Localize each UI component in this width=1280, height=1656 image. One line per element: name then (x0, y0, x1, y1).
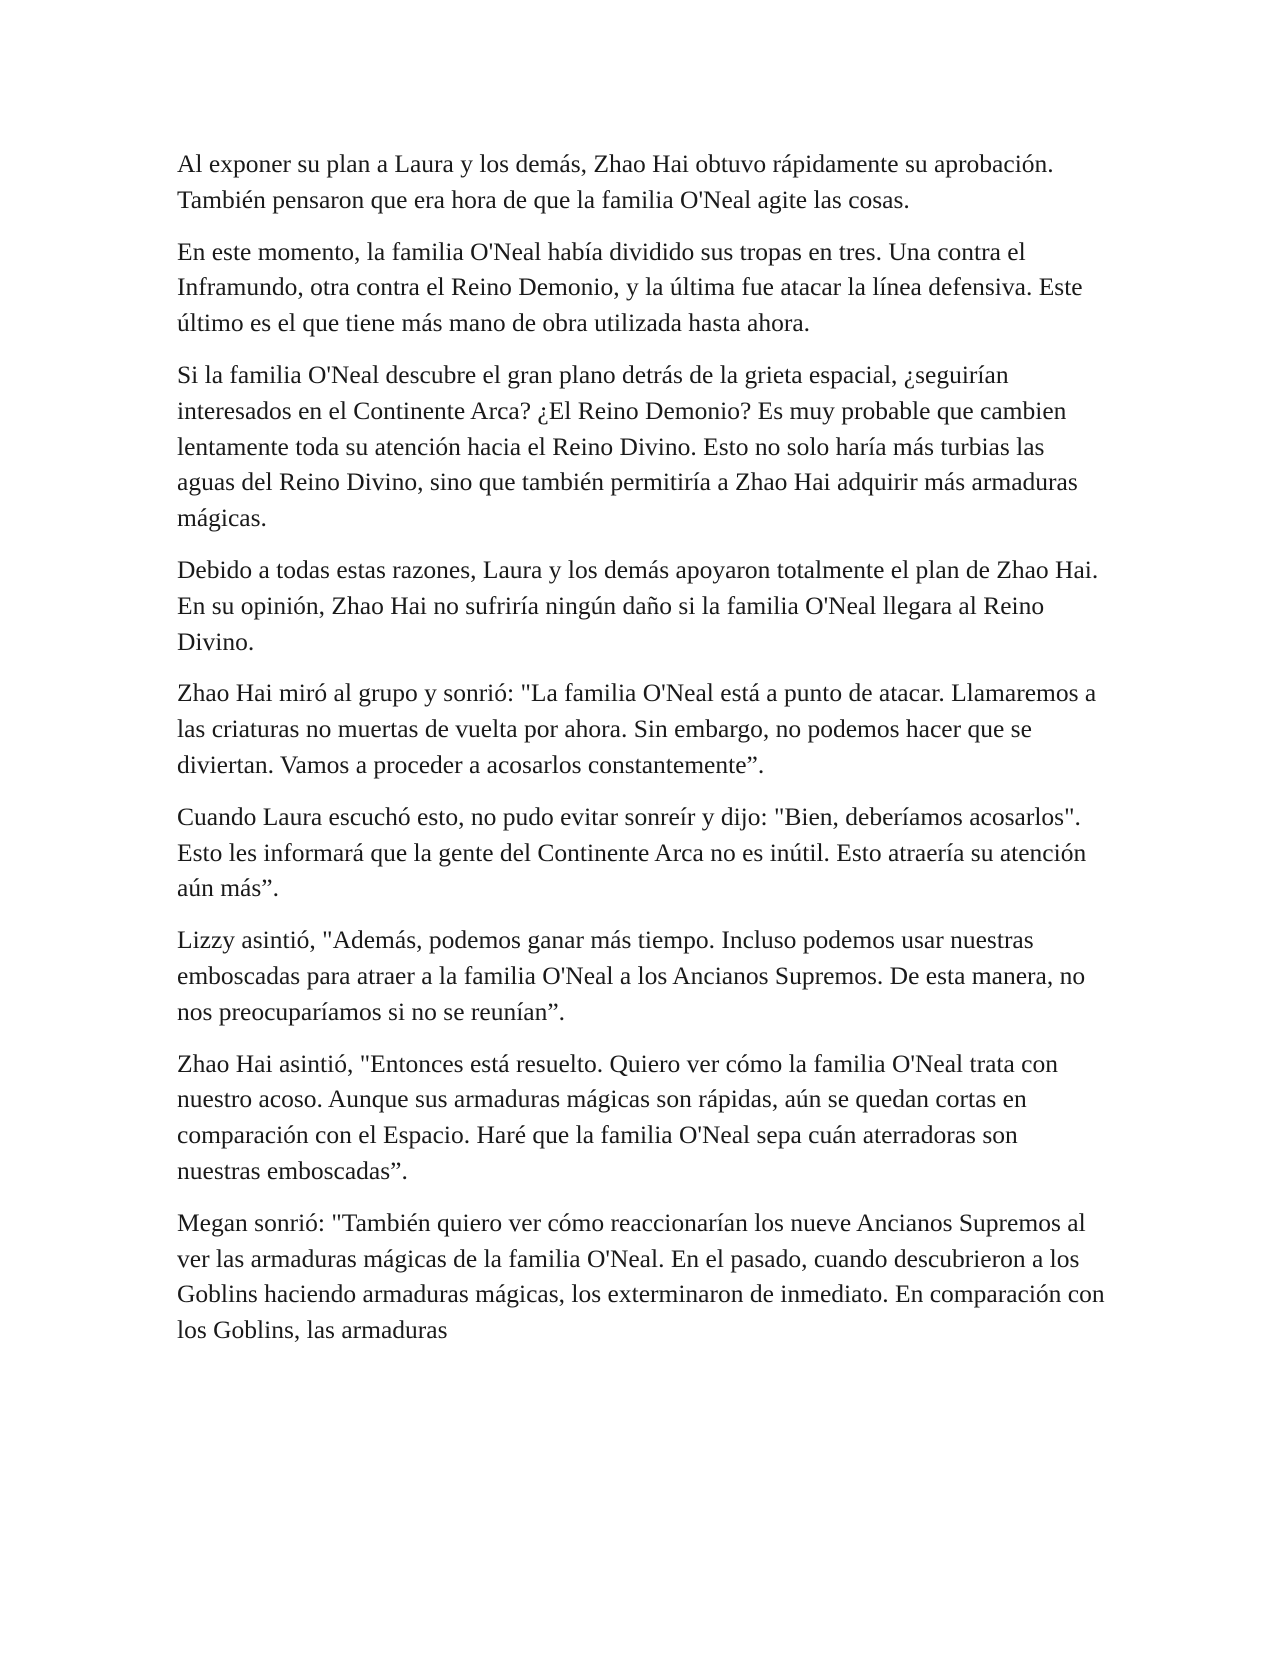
paragraph: Lizzy asintió, "Además, podemos ganar más tiempo. Incluso podemos usar nuestras emboscadas para atraer a la familia O'Neal a los Ancianos Supremos. De esta manera, no nos preocuparíamos si no se reunían”. (177, 925, 1086, 1026)
paragraph: En este momento, la familia O'Neal había dividido sus tropas en tres. Una contra el Inframundo, otra contra el Reino Demonio, y la última fue atacar la línea defensiva. Este último es el que tiene más mano de obra utilizada hasta ahora. (177, 236, 1083, 338)
paragraph: Megan sonrió: "También quiero ver cómo reaccionarían los nueve Ancianos Supremos al ver las armaduras mágicas de la familia O'Neal. En el pasado, cuando descubrieron a los Goblins haciendo armaduras mágicas, los exterminaron de inmediato. En comparación con los Goblins, las armaduras (177, 1207, 1105, 1345)
paragraph: Si la familia O'Neal descubre el gran plano detrás de la grieta espacial, ¿seguirían interesados en el Continente Arca? ¿El Reino Demonio? Es muy probable que cambien lentamente toda su atención hacia el Reino Divino. Esto no solo haría más turbias las aguas del Reino Divino, sino que también permitiría a Zhao Hai adquirir más armaduras mágicas. (177, 359, 1078, 533)
paragraph: Zhao Hai miró al grupo y sonrió: "La familia O'Neal está a punto de atacar. Llamaremos a las criaturas no muertas de vuelta por ahora. Sin embargo, no podemos hacer que se diviertan. Vamos a proceder a acosarlos constantemente”. (177, 678, 1097, 779)
paragraph: Zhao Hai asintió, "Entonces está resuelto. Quiero ver cómo la familia O'Neal trata con nuestro acoso. Aunque sus armaduras mágicas son rápidas, aún se quedan cortas en comparación con el Espacio. Haré que la familia O'Neal sepa cuán aterradoras son nuestras emboscadas”. (177, 1048, 1058, 1185)
document-body (177, 146, 1107, 1364)
paragraph: Debido a todas estas razones, Laura y los demás apoyaron totalmente el plan de Zhao Hai. En su opinión, Zhao Hai no sufriría ningún daño si la familia O'Neal llegara al Reino Divino. (177, 554, 1099, 656)
paragraph: Cuando Laura escuchó esto, no pudo evitar sonreír y dijo: "Bien, deberíamos acosarlos". Esto les informará que la gente del Continente Arca no es inútil. Esto atraería su atención aún más”. (177, 801, 1087, 903)
paragraph: Al exponer su plan a Laura y los demás, Zhao Hai obtuvo rápidamente su aprobación. También pensaron que era hora de que la familia O'Neal agite las cosas. (177, 149, 1054, 214)
